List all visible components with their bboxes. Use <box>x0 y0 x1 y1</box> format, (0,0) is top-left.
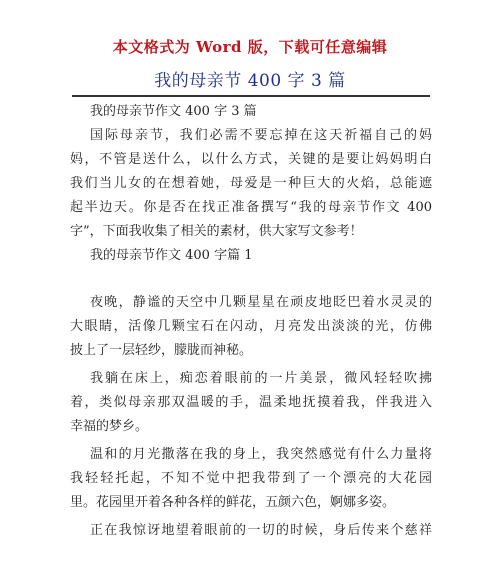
body-paragraph-1 <box>70 291 432 363</box>
paragraph-line: 国际母亲节，我们必需不要忘掉在这天祈福自己的妈 <box>90 128 432 143</box>
format-banner: 本文格式为 Word 版，下载可任意编辑 <box>112 38 388 56</box>
paragraph-line: 我轻轻托起，不知不觉中把我带到了一个漂亮的大花园 <box>70 471 432 486</box>
document-subtitle: 我的母亲节作文 400 字 3 篇 <box>90 104 257 119</box>
body-paragraph-3 <box>70 443 432 515</box>
paragraph-line: 我们当儿女的在想着她，母爱是一种巨大的火焰，总能遮 <box>70 176 432 191</box>
paragraph-line: 大眼睛，活像几颗宝石在闪动，月亮发出淡淡的光，仿佛 <box>70 319 432 334</box>
paragraph-line: 我躺在床上，痴恋着眼前的一片美景，微风轻轻吹拂 <box>90 371 432 386</box>
section-spacer <box>70 268 432 291</box>
section-heading: 我的母亲节作文 400 字篇 1 <box>90 248 253 263</box>
page-title: 我的母亲节 400 字 3 篇 <box>154 71 346 91</box>
paragraph-line: 字”，下面我收集了相关的素材，供大家写文参考！ <box>70 224 363 239</box>
paragraph-line: 幸福的梦乡。 <box>70 419 149 434</box>
paragraph-line: 着，类似母亲那双温暖的手，温柔地抚摸着我，伴我进入 <box>70 395 432 410</box>
paragraph-line: 里。花园里开着各种各样的鲜花，五颜六色，婀娜多姿。 <box>70 495 396 510</box>
paragraph-line: 夜晚，静谧的天空中几颗星星在顽皮地眨巴着水灵灵的 <box>90 295 432 310</box>
paragraph-line: 正在我惊讶地望着眼前的一切的时候，身后传来个慈祥 <box>90 523 432 538</box>
body-paragraph-4 <box>70 519 432 543</box>
paragraph-line: 温和的月光撒落在我的身上，我突然感觉有什么力量将 <box>90 447 432 462</box>
intro-paragraph <box>70 124 432 244</box>
title-divider <box>72 95 430 97</box>
paragraph-line: 起半边天。你是否在找正准备撰写“我的母亲节作文 400 <box>70 200 432 215</box>
paragraph-line: 披上了一层轻纱，朦胧而神秘。 <box>70 343 253 358</box>
body-paragraph-2 <box>70 367 432 439</box>
paragraph-line: 妈，不管是送什么，以什么方式，关键的是要让妈妈明白 <box>70 152 432 167</box>
document-body <box>70 100 432 543</box>
